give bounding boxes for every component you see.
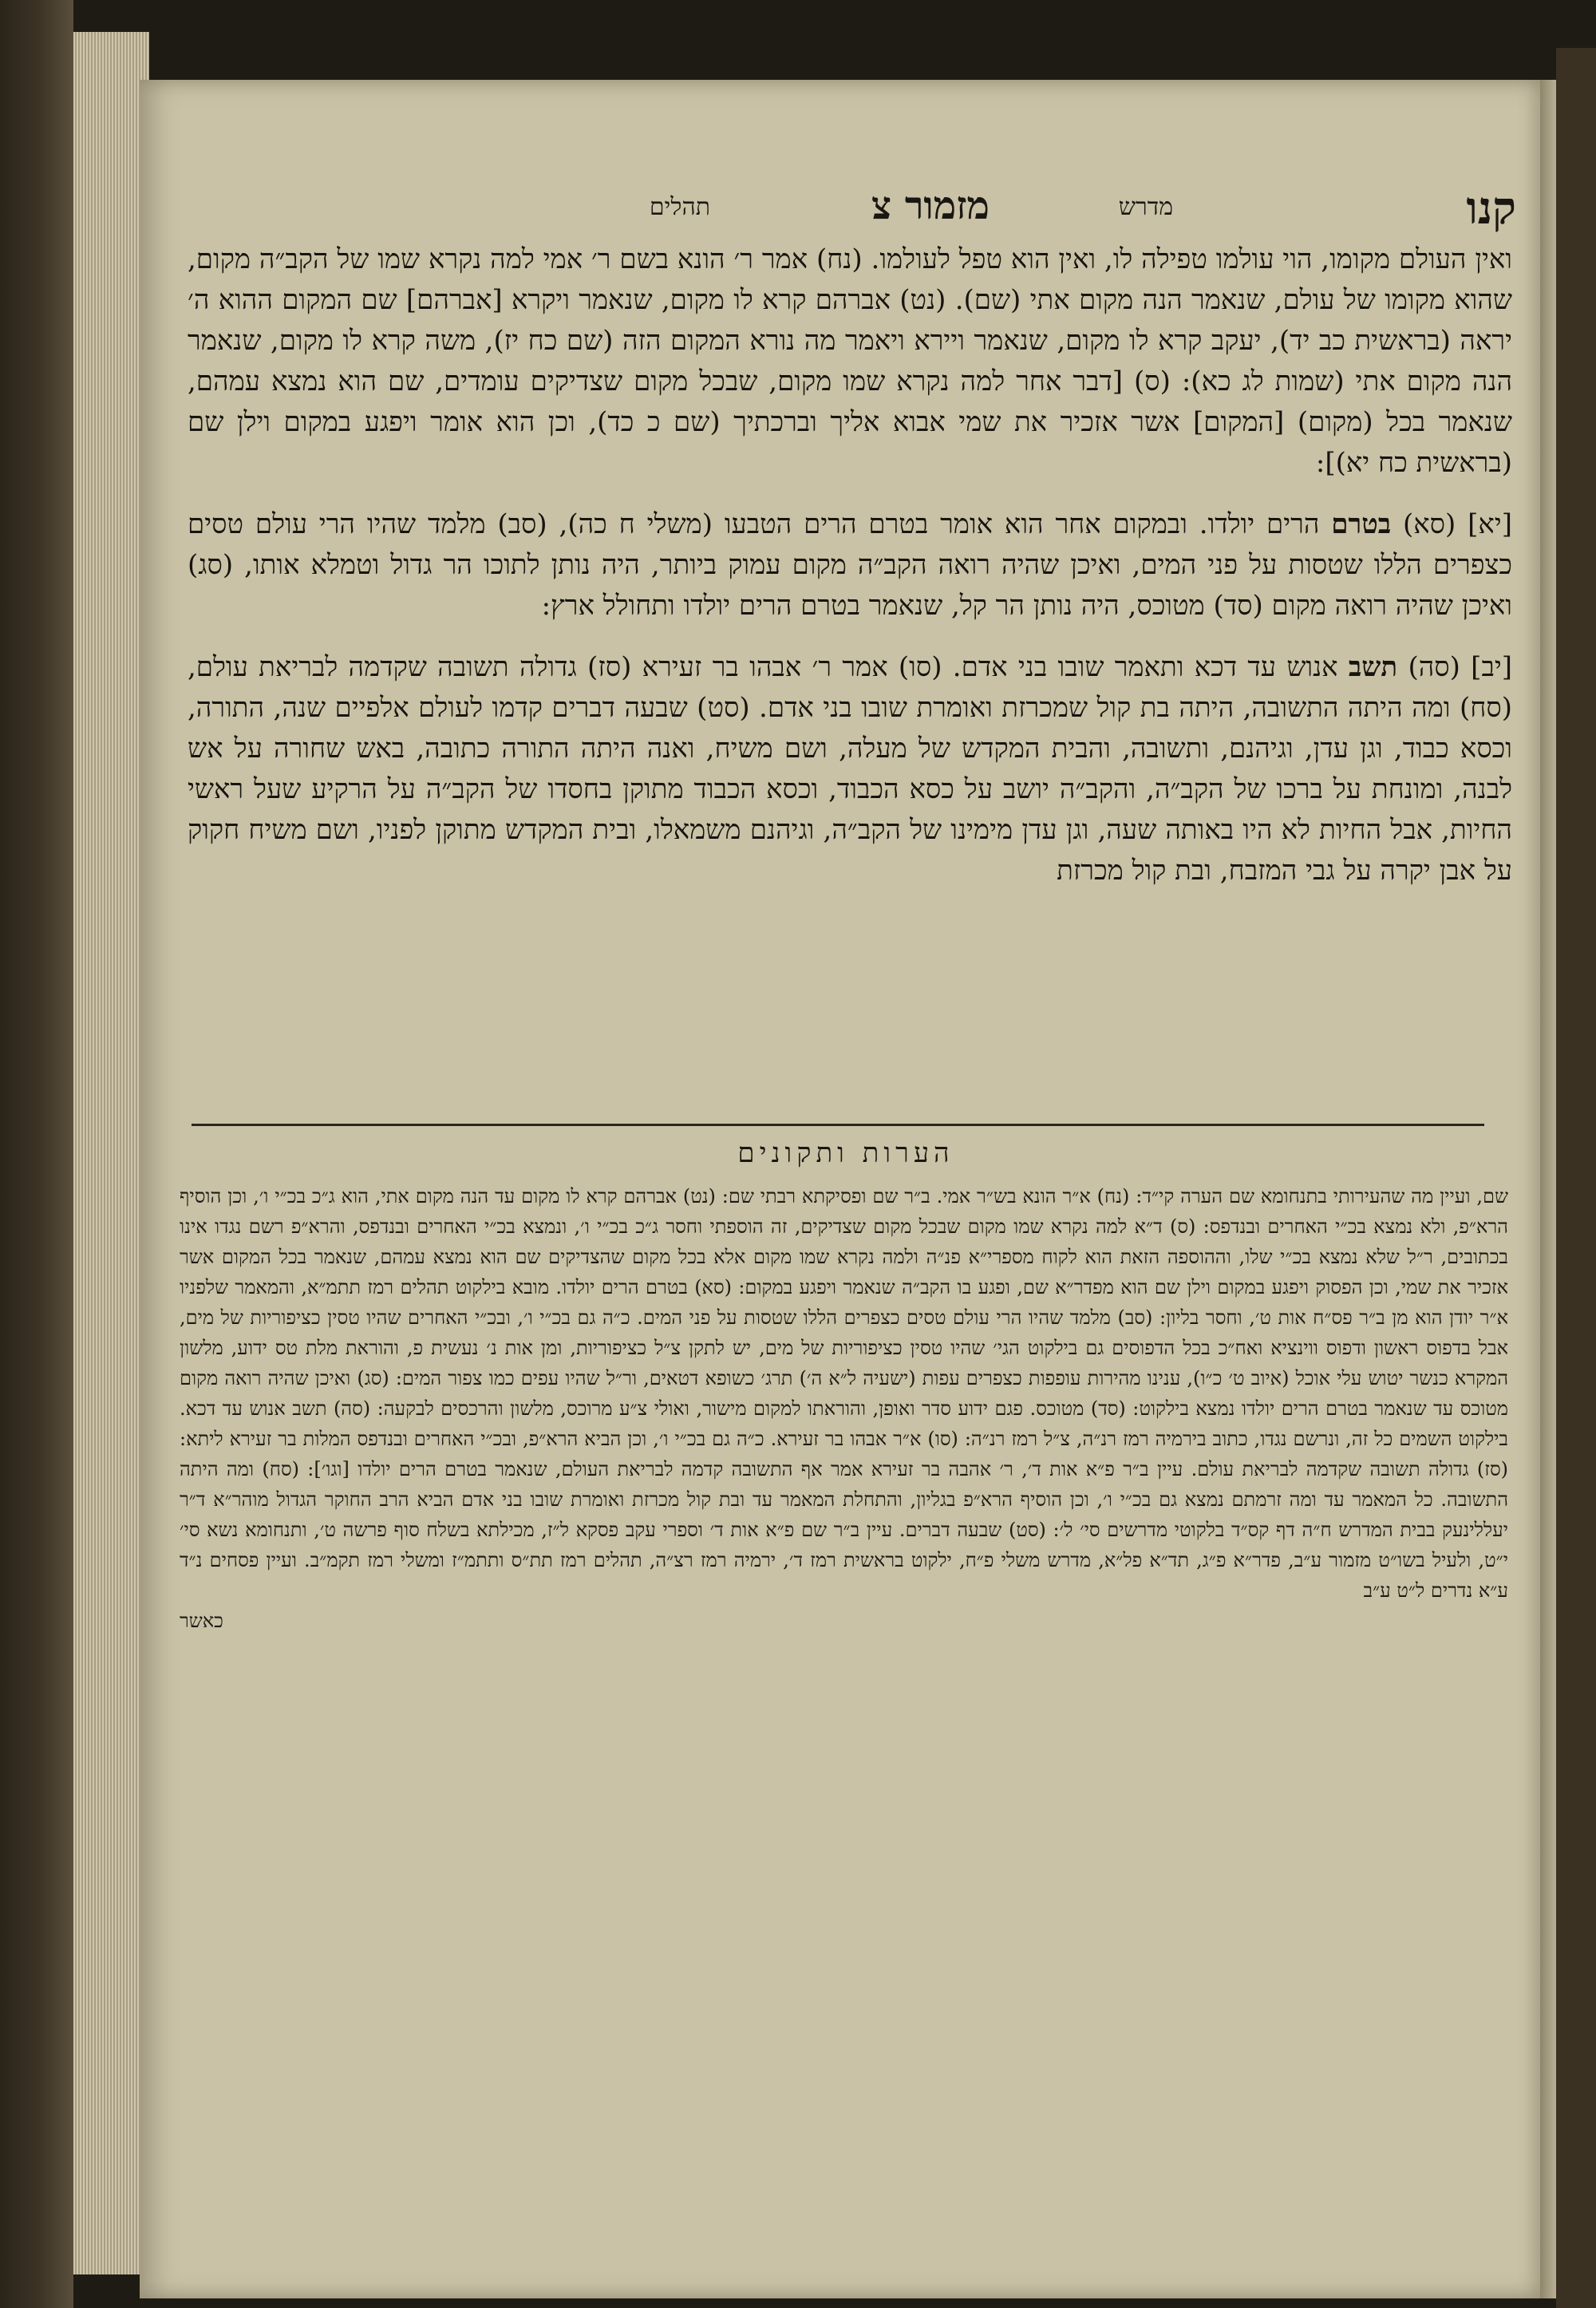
divider-rule	[192, 1124, 1484, 1126]
page-edges-right	[1540, 80, 1556, 2298]
header-tehillim: תהלים	[649, 193, 710, 221]
book-cover-left	[0, 0, 73, 2308]
section-label: [יא] (סא)	[1403, 508, 1512, 540]
section-text: הרים יולדו. ובמקום אחר הוא אומר בטרם הרים הטבעו (משלי ח כה), (סב) מלמד שהיו הרי עולם טסים כצפרים הללו שטסות על פני המים, ואיכן שהיה רואה הקב״ה מקום עמוק ביותר, היה נותן לתוכו הר גדול וטמלא אותו, (סג) ואיכן שהיה רואה מקום (סד) מטוכס, היה נותן הר קל, שנאמר בטרם הרים יולדו ותחולל ארץ:	[188, 508, 1512, 622]
header-midrash: מדרש	[1118, 193, 1173, 221]
notes-body: שם, ועיין מה שהעירותי בתנחומא שם הערה קי״ד: (נח) א״ר הונא בש״ר אמי. ב״ר שם ופסיקתא רבתי שם: (נט) אברהם קרא לו מקום עד הנה מקום אתי, הוא ג״כ בכ״י ו׳, וכן הוסיף הרא״פ, ולא נמצא בכ״י האחרים ובנדפס: (ס) ד״א למה נקרא שמו מקום שבכל מקום שצדיקים, זה הוספתי וחסר ג״כ בכ״י ו׳, ונמצא בכ״י האחרים ובנדפס, והרא״פ רשם נגדו אינו בכתובים, ר״ל שלא נמצא בכ״י שלו, וההוספה הזאת הוא לקוח מספרי״א פנ״ה ולמה נקרא שמו מקום אלא בכל מקום שהצדיקים שם הוא נמצא עמהם, שנאמר בכל המקום אשר אזכיר את שמי, וכן הפסוק ויפגע במקום וילן שם הוא מפדר״א שם, ופגע בו הקב״ה שנאמר ויפגע במקום: (סא) בטרם הרים יולדו. מובא בילקוט תהלים רמז תתמ״א, והמאמר שלפניו א״ר יודן הוא מן ב״ר פס״ח אות ט׳, וחסר בליון: (סב) מלמד שהיו הרי עולם טסים כצפרים הללו שטסות על פני המים. כ״ה גם בכ״י ו׳, ובכ״י האחרים שהיו טסין כציפוריות של מים, אבל בדפוס ראשון ודפוס ווינציא ואח״כ בכל הדפוסים גם בילקוט הגי׳ שהיו טסין כציפוריות של מים, יש לתקן צ״ל כציפוריות, ומן אות נ׳ נעשית פ, והוראת מלת טס ידוע, מלשון המקרא כנשר יטוש עלי אוכל (איוב ט׳ כ״ו), ענינו מהירות עופפות כצפרים עפות (ישעיה ל״א ה׳) תרג׳ כשופא דטאים, ור״ל שהיו עפים כמו צפור המים: (סג) ואיכן שהיה רואה מקום מטוכס עד שנאמר בטרם הרים יולדו נמצא בילקוט: (סד) מטוכס. פגם ידוע סדר ואופן, והוראתו למקום מישור, ואולי צ״ע מרוכס, מלשון והרכסים לבקעה: (סה) תשב אנוש עד דכא. בילקוט השמים כל זה, ונרשם נגדו, כתוב בירמיה רמז רנ״ה, צ״ל רמז רנ״ה: (סו) א״ר אבהו בר זעירא. כ״ה גם בכ״י ו׳, וכן הביא הרא״פ, ובכ״י האחרים ובנדפס המלות בר זעירא ליתא: (סז) גדולה תשובה שקדמה לבריאת עולם. עיין ב״ר פ״א אות ד׳, ר׳ אהבה בר זעירא אמר אף התשובה קדמה לבריאת העולם, שנאמר בטרם הרים יולדו [וגו׳]: (סח) ומה היתה התשובה. כל המאמר עד ומה זרמתם נמצא גם בכ״י ו׳, וכן הוסיף הרא״פ בגליון, והתחלת המאמר עד ובת קול מכרזת ואומרת שובו בני אדם הביא הרב החוקר הגדול מוהר״א ד״ר יעללינעק בבית המדרש ח״ה דף קס״ד בלקוטי מדרשים סי׳ ל׳: (סט) שבעה דברים. עיין ב״ר שם פ״א אות ד׳ וספרי עקב פסקא ל״ז, מכילתא בשלח סוף פרשה ט׳, ותנחומא נשא סי׳ י״ט, ולעיל בשו״ט מזמור ע״ב, פדר״א פ״ג, תד״א פל״א, מדרש משלי פ״ח, ילקוט בראשית רמז ד׳, ירמיה רמז רצ״ה, תהלים רמז תת״ס ותתמ״ז ומשלי רמז תקמ״ב. ועיין פסחים נ״ד ע״א נדרים ל״ט ע״ב	[180, 1185, 1509, 1602]
section-text: אנוש עד דכא ותאמר שובו בני אדם. (סו) אמר ר׳ אבהו בר זעירא (סז) גדולה תשובה שקדמה לבריאת עולם, (סח) ומה היתה התשובה, היתה בת קול שמכרזת ואומרת שובו בני אדם. (סט) שבעה דברים קדמו לעולם אלפיים שנה, התורה, וכסא כבוד, וגן עדן, וגיהנם, ותשובה, והבית המקדש של מעלה, ושם משיח, ואנה היתה התורה כתובה, באש שחורה על אש לבנה, ומונחת על ברכו של הקב״ה, והקב״ה יושב על כסא הכבוד, וכסא הכבוד מתוקן בחסדו של הקב״ה על הרקיע שעל ראשי החיות, אבל החיות לא היו באותה שעה, וגן עדן מימינו של הקב״ה, וגיהנם משמאלו, ובית המקדש מתוקן לפניו, ושם משיח חקוק על אבן יקרה על גבי המזבח, ובת קול מכרזת	[188, 651, 1512, 887]
section-lemma: תשב	[1348, 651, 1398, 683]
notes-title: הערות ותקונים	[737, 1137, 954, 1169]
book-cover-right	[1556, 48, 1596, 2308]
section-label: [יב] (סה)	[1408, 651, 1513, 683]
page-number: קנו	[1466, 182, 1516, 235]
section-lemma: בטרם	[1331, 508, 1392, 540]
main-paragraph-2	[188, 504, 1512, 626]
main-paragraph-1: ואין העולם מקומו, הוי עולמו טפילה לו, ואין הוא טפל לעולמו. (נח) אמר ר׳ הונא בשם ר׳ אמי למה נקרא שמו של הקב״ה מקום, שהוא מקומו של עולם, שנאמר הנה מקום אתי (שם). (נט) אברהם קרא לו מקום, שנאמר ויקרא [אברהם] שם המקום ההוא ה׳ יראה (בראשית כב יד), יעקב קרא לו מקום, שנאמר ויירא ויאמר מה נורא המקום הזה (שם כח יז), משה קרא לו מקום, שנאמר הנה מקום אתי (שמות לג כא): (ס) [דבר אחר למה נקרא שמו מקום, שבכל מקום שצדיקים עומדים, שם הוא נמצא עמהם, שנאמר בכל (מקום) [המקום] אשר אזכיר את שמי אבוא אליך וברכתיך (שם כ כד), וכן הוא אומר ויפגע במקום וילן שם (בראשית כח יא)]:	[188, 243, 1513, 479]
main-text	[188, 239, 1512, 912]
notes-section	[180, 1181, 1508, 1636]
running-header	[184, 182, 1516, 238]
header-mizmor: מזמור צ	[871, 184, 990, 228]
main-paragraph-3	[188, 647, 1512, 891]
catchword: כאשר	[180, 1610, 223, 1632]
page-edges-left	[73, 32, 149, 2274]
